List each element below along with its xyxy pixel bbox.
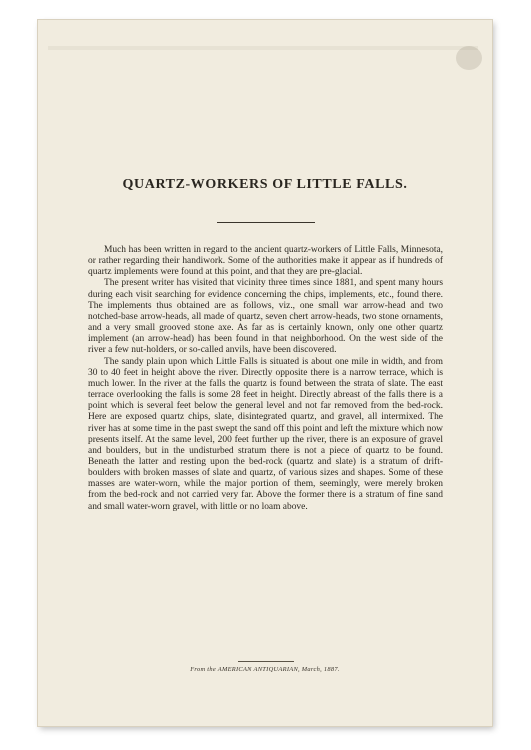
paper-fold-shadow (48, 46, 478, 50)
footer-divider (238, 661, 294, 662)
paragraph-3: The sandy plain upon which Little Falls is situated is about one mile in width, and from 30 to 40 feet in height above the river. Directly opposite there is a narrow terrace, which is much lower. In the river at the falls the quartz is found between the strata of slate. The east terrace overlooking the falls is some 28 feet in height. Directly abreast of the falls there is a point which is several feet below the general level and not far removed from the bed-rock. Here are exposed quartz chips, slate, disintegrated quartz, and gravel, all intermixed. The river has at some time in the past swept the sand off this point and left the mixture which now presents itself. At the same level, 200 feet further up the river, there is an exposure of gravel and boulders, but in the undisturbed stratum there is not a piece of quartz to be found. Beneath the latter and resting upon the bed-rock (quartz and slate) is a stratum of drift-boulders with broken masses of slate and quartz, of various sizes and shapes. Some of these masses are water-worn, while the major portion of them, seemingly, were merely broken from the bed-rock and not carried very far. Above the former there is a stratum of fine sand and small water-worn gravel, with little or no loam above. (88, 356, 443, 512)
document-title: QUARTZ-WORKERS OF LITTLE FALLS. (122, 177, 408, 192)
paragraph-1: Much has been written in regard to the ancient quartz-workers of Little Falls, Minnesota, or rather regarding their handiwork. Some of the authorities make it appear as if hundreds of quartz implements were found at this point, and that they are pre-glacial. (88, 245, 443, 278)
paragraph-2: The present writer has visited that vicinity three times since 1881, and spent many hours during each visit searching for evidence concerning the chips, implements, etc., found there. The implements thus obtained are as follows, viz., one small war arrow-head and two notched-base arrow-heads, all made of quartz, seven chert arrow-heads, two stone ornaments, and a very small grooved stone axe. As far as is certainly known, only one other quartz implement (an arrow-head) has been found in that neighborhood. On the west side of the river a few nut-holders, or so-called anvils, have been discovered. (88, 278, 443, 356)
document-body (88, 245, 443, 513)
source-citation: From the AMERICAN ANTIQUARIAN, March, 1887. (190, 666, 340, 673)
document-page (38, 20, 492, 726)
title-divider (217, 222, 315, 223)
